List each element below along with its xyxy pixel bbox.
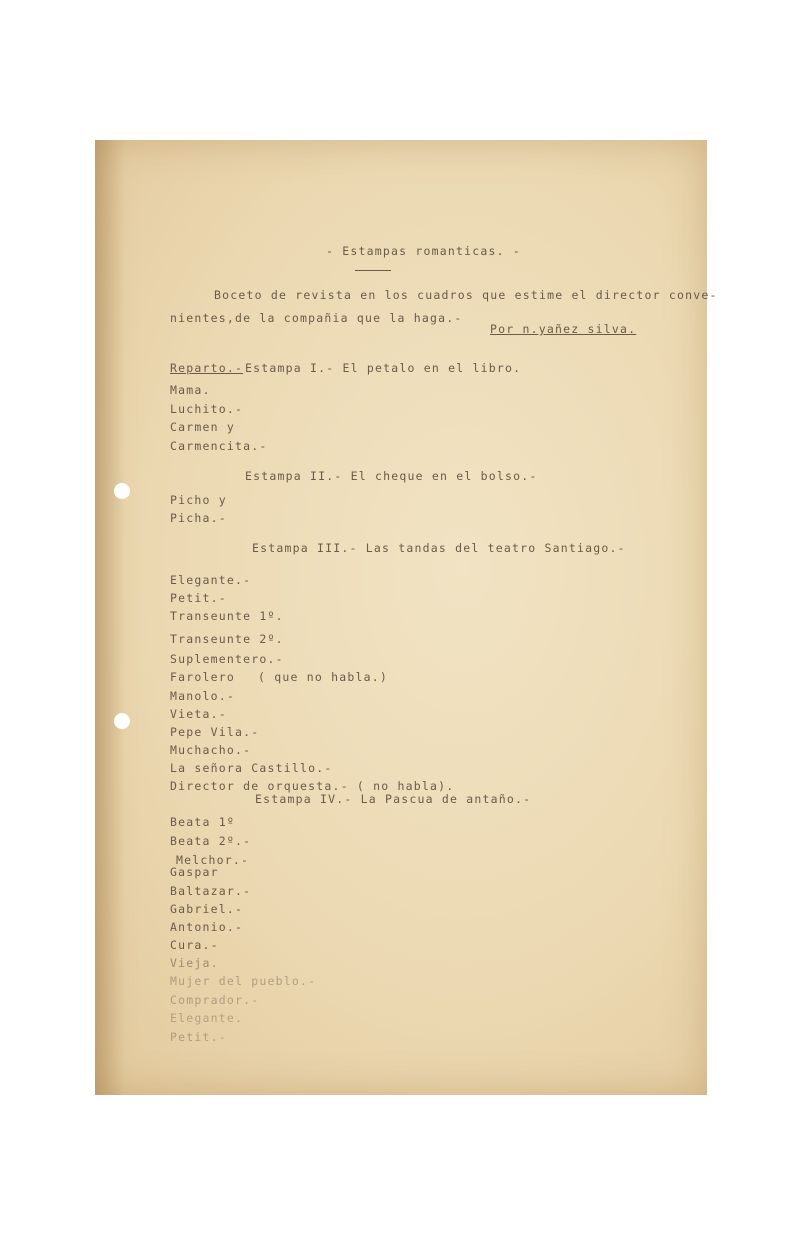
farolero-note: ( que no habla.) bbox=[258, 670, 388, 684]
character: Suplementero.- bbox=[170, 652, 284, 666]
character: Pepe Vila.- bbox=[170, 725, 260, 739]
character: Beata 1º bbox=[170, 815, 235, 829]
character: Petit.- bbox=[170, 1030, 227, 1044]
reparto-label: Reparto.- bbox=[170, 361, 244, 375]
character: Transeunte 1º. bbox=[170, 609, 284, 623]
character: Farolero bbox=[170, 670, 235, 684]
character: Elegante.- bbox=[170, 573, 252, 587]
character: Gabriel.- bbox=[170, 902, 244, 916]
author: Por n.yañez silva. bbox=[490, 322, 637, 336]
estampa-2-heading: Estampa II.- El cheque en el bolso.- bbox=[245, 469, 538, 483]
estampa-4-heading: Estampa IV.- La Pascua de antaño.- bbox=[255, 792, 532, 806]
character: Elegante. bbox=[170, 1011, 244, 1025]
character: Antonio.- bbox=[170, 920, 244, 934]
doc-title: - Estampas romanticas. - bbox=[326, 244, 521, 258]
character: Mujer del pueblo.- bbox=[170, 974, 317, 988]
intro-line-1: Boceto de revista en los cuadros que estime el director conve- bbox=[214, 288, 718, 302]
character: Baltazar.- bbox=[170, 884, 252, 898]
estampa-3-heading: Estampa III.- Las tandas del teatro Santiago.- bbox=[252, 541, 626, 555]
character: Beata 2º.- bbox=[170, 834, 252, 848]
character: Luchito.- bbox=[170, 402, 244, 416]
character: Gaspar bbox=[170, 865, 219, 879]
character: Petit.- bbox=[170, 591, 227, 605]
character: Picho y bbox=[170, 493, 227, 507]
punch-hole bbox=[114, 713, 130, 729]
character: Comprador.- bbox=[170, 993, 260, 1007]
character: La señora Castillo.- bbox=[170, 761, 333, 775]
intro-line-2: nientes,de la compañia que la haga.- bbox=[170, 311, 463, 325]
punch-hole bbox=[114, 483, 130, 499]
title-rule bbox=[355, 270, 391, 271]
character: Manolo.- bbox=[170, 689, 235, 703]
character: Muchacho.- bbox=[170, 743, 252, 757]
character: Melchor.- bbox=[176, 853, 250, 867]
character: Picha.- bbox=[170, 511, 227, 525]
character: Vieta.- bbox=[170, 707, 227, 721]
estampa-1-heading: Estampa I.- El petalo en el libro. bbox=[245, 361, 522, 375]
character: Director de orquesta.- ( no habla). bbox=[170, 779, 455, 793]
character: Transeunte 2º. bbox=[170, 632, 284, 646]
character: Carmen y bbox=[170, 420, 235, 434]
character: Vieja. bbox=[170, 956, 219, 970]
character: Mama. bbox=[170, 383, 211, 397]
character: Cura.- bbox=[170, 938, 219, 952]
character: Carmencita.- bbox=[170, 439, 268, 453]
